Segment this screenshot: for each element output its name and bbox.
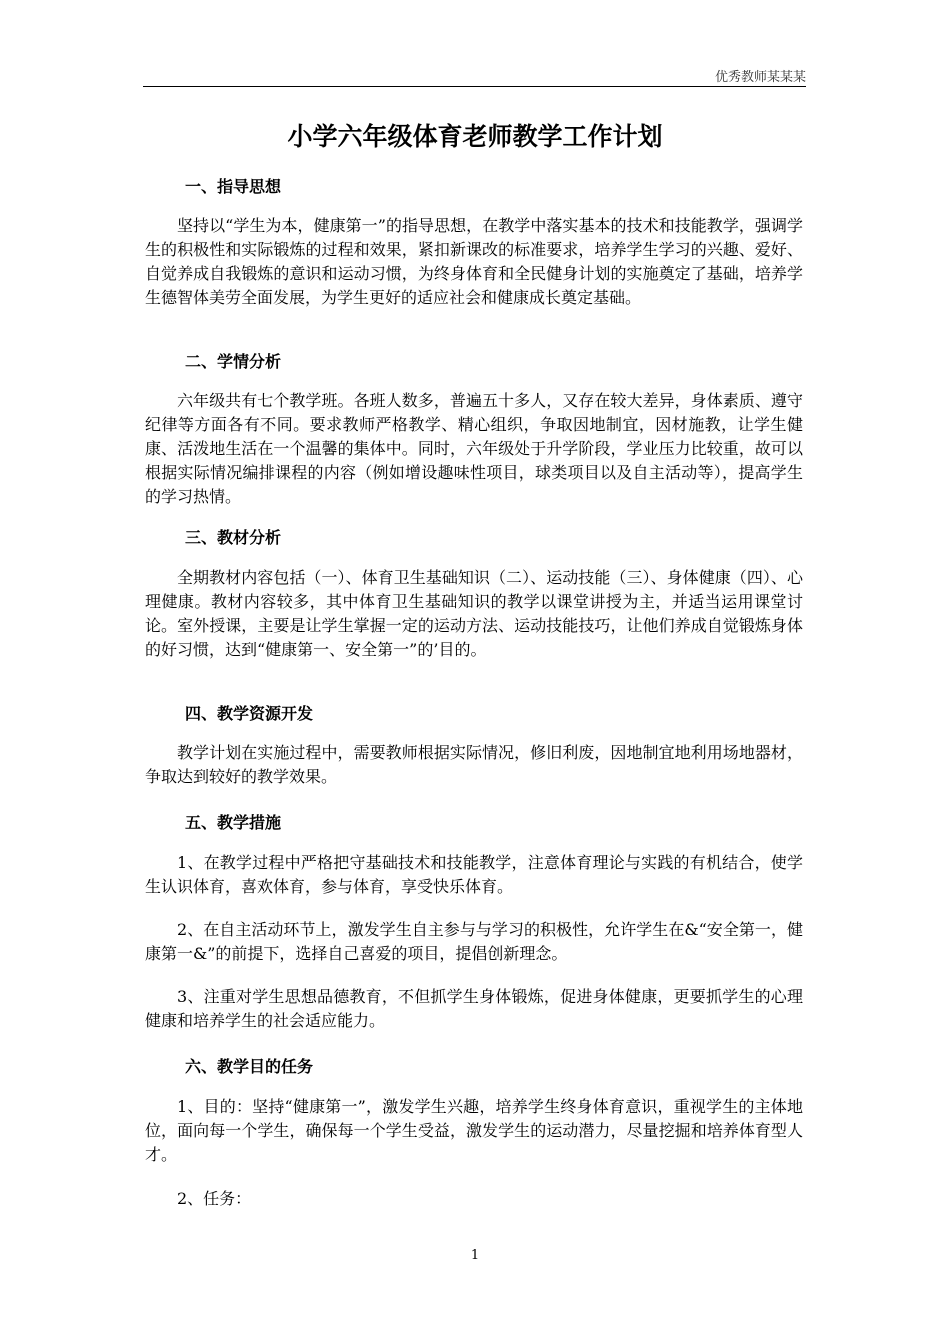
section-heading-6: 六、教学目的任务 [185, 1057, 314, 1076]
section-heading-4: 四、教学资源开发 [185, 704, 314, 723]
section-5-paragraph-3: 3、注重对学生思想品德教育，不但抓学生身体锻炼，促进身体健康，更要抓学生的心理健康和培养学生的社会适应能力。 [145, 987, 803, 1030]
section-heading-5: 五、教学措施 [185, 813, 282, 832]
section-2-paragraph-1: 六年级共有七个教学班。各班人数多，普遍五十多人，又存在较大差异，身体素质、遵守纪律等方面各有不同。要求教师严格教学、精心组织，争取因地制宜，因材施教，让学生健康、活泼地生活在一个温馨的集体中。同时，六年级处于升学阶段，学业压力比较重，故可以根据实际情况编排课程的内容（例如增设趣味性项目，球类项目以及自主活动等），提高学生的学习热情。 [145, 391, 803, 506]
section-heading-2: 二、学情分析 [185, 352, 282, 371]
page-number: 1 [470, 1248, 480, 1263]
document-title: 小学六年级体育老师教学工作计划 [287, 122, 663, 151]
section-3-paragraph-1: 全期教材内容包括（一）、体育卫生基础知识（二）、运动技能（三）、身体健康（四）、心理健康。教材内容较多，其中体育卫生基础知识的教学以课堂讲授为主，并适当运用课堂讨论。室外授课，主要是让学生掌握一定的运动方法、运动技能技巧，让他们养成自觉锻炼身体的好习惯，达到“健康第一、安全第一”的’目的。 [145, 568, 803, 659]
page-header [143, 62, 806, 87]
section-6-paragraph-1: 1、目的：坚持“健康第一”，激发学生兴趣，培养学生终身体育意识，重视学生的主体地位，面向每一个学生，确保每一个学生受益，激发学生的运动潜力，尽量挖掘和培养体育型人才。 [145, 1097, 803, 1164]
section-5-paragraph-1: 1、在教学过程中严格把守基础技术和技能教学，注意体育理论与实践的有机结合，使学生认识体育，喜欢体育，参与体育，享受快乐体育。 [145, 853, 803, 896]
section-6-paragraph-2: 2、任务： [177, 1189, 252, 1208]
section-1-paragraph-1: 坚持以“学生为本，健康第一”的指导思想，在教学中落实基本的技术和技能教学，强调学生的积极性和实际锻炼的过程和效果，紧扣新课改的标准要求，培养学生学习的兴趣、爱好、自觉养成自我锻炼的意识和运动习惯，为终身体育和全民健身计划的实施奠定了基础，培养学生德智体美劳全面发展，为学生更好的适应社会和健康成长奠定基础。 [145, 216, 803, 307]
section-heading-1: 一、指导思想 [185, 177, 282, 196]
section-heading-3: 三、教材分析 [185, 528, 282, 547]
header-author: 优秀教师某某某 [714, 70, 806, 85]
section-4-paragraph-1: 教学计划在实施过程中，需要教师根据实际情况，修旧利废，因地制宜地利用场地器材，争取达到较好的教学效果。 [145, 743, 803, 786]
section-5-paragraph-2: 2、在自主活动环节上，激发学生自主参与与学习的积极性，允许学生在&“安全第一，健康第一&”的前提下，选择自己喜爱的项目，提倡创新理念。 [145, 920, 803, 963]
